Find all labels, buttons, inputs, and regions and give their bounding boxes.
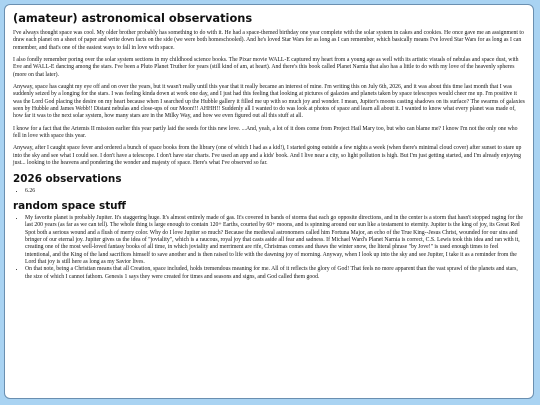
random-item-creation: • On that note, being a Christian means that all Creation, space included, holds tremendous meaning for me. All of it reflects the glory of God! That feels no more apparent than the vast sprawl of the planets and stars, the size of which I cannot fathom. Genesis 1 says they were created for times and seasons and signs, and God called them good. [25,266,525,281]
blog-page [4,4,534,399]
random-space-list [13,215,525,281]
random-space-heading: random space stuff [13,199,126,212]
intro-paragraph-1: I've always thought space was cool. My older brother probably has something to do with it. He had a space-themed birthday one year complete with the solar system in cakes and cookies. He once gave me an assignment to draw each planet on a sheet of paper and write down facts on the side (we were both homeschooled). And he's loved Star Wars for as long as I can remember, which basically means I've loved Star Wars for as long as I can remember, and that's one of the easiest ways to fall in love with space. [13,30,524,51]
random-item-jupiter: • My favorite planet is probably Jupiter. It's staggering huge. It's almost entirely made of gas. It's covered in bands of storms that each go opposite directions, and in the center is a storm that hasn't stopped raging for the last 200 years (as far as we can tell). The whole thing is large enough to contain 120+ Earths, courted by 60+ moons, and is spinning around our sun like a testament to eternity. Jupiter is the king of joy, its Great Red Spot both a serious wound and a flush of merry color. Why do I love Jupiter so much? Because the medieval astronomers called him Fortuna Major, an echo of the True King--Jesus Christ, wounded for our sins and bringer of our eternal joy. Jupiter gives us the idea of "joviality", which is a raucous, royal joy that casts aside all fear and sadness. If Michael Ward's Planet Narnia is correct, C.S. Lewis took this idea and ran with it, creating one of the most well-loved fantasy books of all time, in which joviality and merriment are rife, Christmas comes and thaws the winter snow, the literal phrase "by Jove!" is used enough times to feel intentional, and the King of the land sacrifices himself to save another and is then raised to life with the dawning joy of morning. Anyway, when I look up into the sky and see Jupiter, I take it as a reminder from the Lord that joy is still here as long as my Savior lives. [25,215,525,266]
observation-item: • 6.26 [25,188,525,195]
observations-list [13,188,525,195]
intro-paragraph-2: I also fondly remember poring over the solar system sections in my childhood science books. The Pixar movie WALL-E captured my heart from a young age as well with its artistic visuals of nebulas and space dust, with Eve and WALL-E dancing among the stars. I've been a Pluto Planet Truther for years (still kind of am, at heart). And there's this book called Planet Narnia that also has a little to do with my love of the heavenly spheres (more on that later). [13,57,519,78]
observations-heading: 2026 observations [13,172,122,185]
page-title: (amateur) astronomical observations [13,11,253,25]
intro-paragraph-4: I know for a fact that the Artemis II mission earlier this year partly laid the seeds for this new love. ...And, yeah, a lot of it does come from Project Hail Mary too, but who can blame me? I know I'm not the only one who fell in love with space this year. [13,125,518,140]
intro-paragraph-5: Anyway, after I caught space fever and ordered a bunch of space books from the library (one of which I had as a kid!), I started going outside a few nights a week (when there's minimal cloud cover) after sunset to stare up into the sky and see what I could see. I don't have a telescope. I don't have star charts. I've used an app and a kids' book. And I live near a city, so light pollution is high. But I'm just getting started, and I'm already enjoying just... looking to the heavens and pondering the wonder and majesty of space. Here's what I've observed so far. [13,145,522,167]
intro-paragraph-3: Anyway, space has caught my eye off and on over the years, but it wasn't really until this year that it really became an interest of mine. I'm writing this on July 6th, 2026, and it was about this time last month that I was suddenly seized by a longing for the stars. I was feeling kinda down at work one day, and I just had this feeling that looking at pictures of galaxies and planets taken by space telescopes would cheer me up. I'm positive it was the Lord God placing the desire on my heart because when I searched up the Hubble gallery it filled me up with so much joy and wonder. I mean, Jupiter's moons casting shadows on its surface? The swarms of galaxies seen by Hubble and James Webb!! Distant nebulas and close-ups of our Moon!!! AHHH!! Suddenly all I wanted to do was look at photos of space and learn all about it. I wanted to know what every planet was made of, how far it was to the next solar system, how many stars are in the Milky Way, and how we even figured out all this stuff at all. [13,84,525,120]
